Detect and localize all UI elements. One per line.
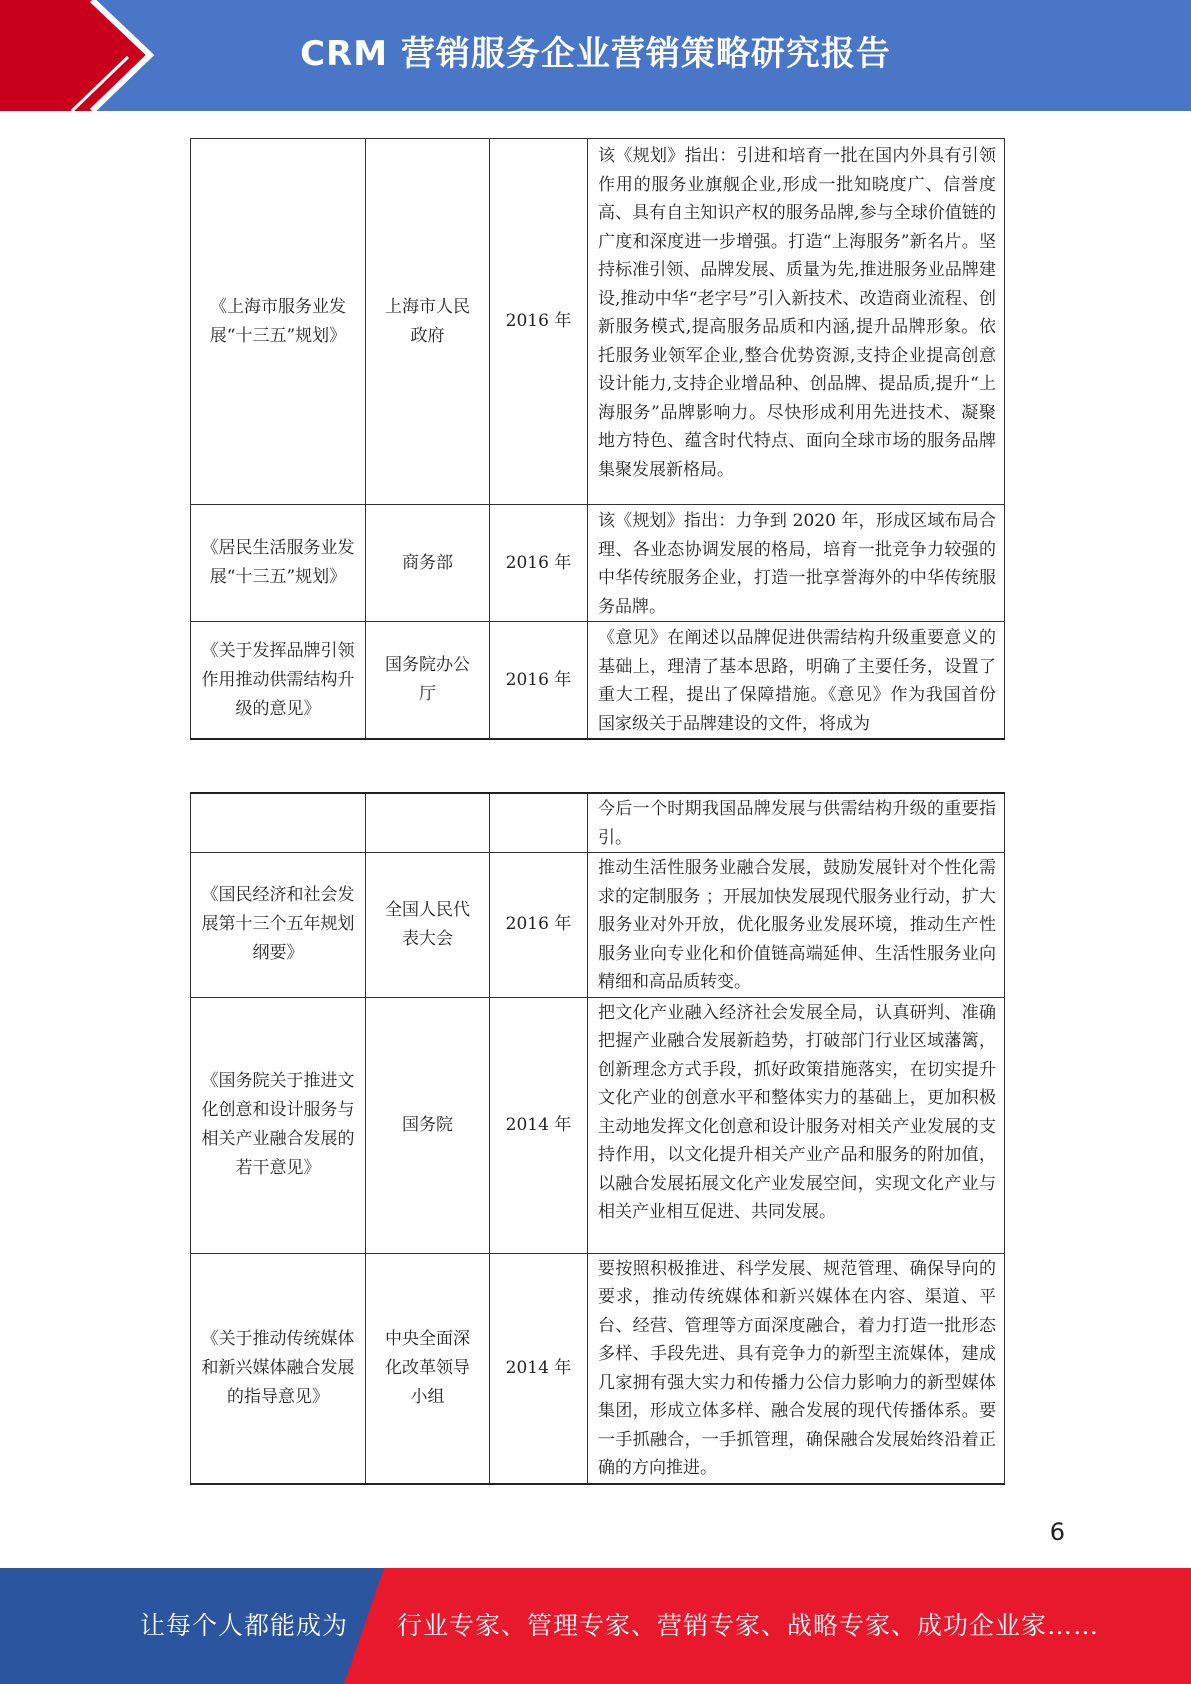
issuer-cell: 全国人民代表大会 — [366, 853, 490, 998]
header-chevron-red — [0, 0, 150, 111]
policy-table-part-1 — [190, 138, 1005, 740]
issuer-cell — [366, 793, 490, 853]
table-row — [191, 505, 1005, 622]
report-title: CRM 营销服务企业营销策略研究报告 — [300, 34, 891, 74]
policy-name-cell: 《国务院关于推进文化创意和设计服务与相关产业融合发展的若干意见》 — [191, 997, 366, 1253]
table-row — [191, 139, 1005, 505]
table-row — [191, 853, 1005, 998]
content-cell: 该《规划》指出：力争到 2020 年，形成区域布局合理、各业态协调发展的格局，培育一批竞争力较强的中华传统服务企业，打造一批享誉海外的中华传统服务品牌。 — [588, 505, 1005, 622]
issuer-cell: 商务部 — [366, 505, 490, 622]
content-cell: 今后一个时期我国品牌发展与供需结构升级的重要指引。 — [588, 793, 1005, 853]
issuer-cell: 国务院办公厅 — [366, 622, 490, 740]
content-cell: 推动生活性服务业融合发展，鼓励发展针对个性化需求的定制服务 ；开展加快发展现代服务业行动，扩大服务业对外开放，优化服务业发展环境，推动生产性服务业向专业化和价值链高端延伸、生活性服务业向精细和高品质转变。 — [588, 853, 1005, 998]
page-number: 6 — [1049, 1518, 1065, 1546]
table-row — [191, 1253, 1005, 1484]
year-cell: 2014 年 — [490, 997, 588, 1253]
year-cell: 2016 年 — [490, 853, 588, 998]
policy-name-cell — [191, 793, 366, 853]
issuer-cell: 国务院 — [366, 997, 490, 1253]
content-cell: 要按照积极推进、科学发展、规范管理、确保导向的要求，推动传统媒体和新兴媒体在内容、渠道、平台、经营、管理等方面深度融合，着力打造一批形态多样、手段先进、具有竞争力的新型主流媒体，建成几家拥有强大实力和传播力公信力影响力的新型媒体集团，形成立体多样、融合发展的现代传播体系。要一手抓融合，一手抓管理，确保融合发展始终沿着正确的方向推进。 — [588, 1253, 1005, 1484]
policy-name-cell: 《上海市服务业发展“十三五”规划》 — [191, 139, 366, 505]
table-row — [191, 997, 1005, 1253]
content-cell: 该《规划》指出：引进和培育一批在国内外具有引领作用的服务业旗舰企业,形成一批知晓度广、信誉度高、具有自主知识产权的服务品牌,参与全球价值链的广度和深度进一步增强。打造“上海服务”新名片。坚持标准引领、品牌发展、质量为先,推进服务业品牌建设,推动中华“老字号”引入新技术、改造商业流程、创新服务模式,提高服务品质和内涵,提升品牌形象。依托服务业领军企业,整合优势资源,支持企业提高创意设计能力,支持企业增品种、创品牌、提品质,提升“上海服务”品牌影响力。尽快形成利用先进技术、凝聚地方特色、蕴含时代特点、面向全球市场的服务品牌集聚发展新格局。 — [588, 139, 1005, 505]
content-cell: 把文化产业融入经济社会发展全局，认真研判、准确把握产业融合发展新趋势，打破部门行业区域藩篱，创新理念方式手段，抓好政策措施落实，在切实提升文化产业的创意水平和整体实力的基础上，更加积极主动地发挥文化创意和设计服务对相关产业发展的支持作用，以文化提升相关产业产品和服务的附加值，以融合发展拓展文化产业发展空间，实现文化产业与相关产业相互促进、共同发展。 — [588, 997, 1005, 1253]
year-cell: 2016 年 — [490, 505, 588, 622]
issuer-cell: 上海市人民政府 — [366, 139, 490, 505]
content-cell: 《意见》在阐述以品牌促进供需结构升级重要意义的基础上，理清了基本思路，明确了主要任务，设置了重大工程，提出了保障措施。《意见》作为我国首份国家级关于品牌建设的文件，将成为 — [588, 622, 1005, 740]
page-footer — [0, 1568, 1191, 1684]
year-cell — [490, 793, 588, 853]
issuer-cell: 中央全面深化改革领导小组 — [366, 1253, 490, 1484]
policy-name-cell: 《国民经济和社会发展第十三个五年规划纲要》 — [191, 853, 366, 998]
policy-name-cell: 《居民生活服务业发展“十三五”规划》 — [191, 505, 366, 622]
year-cell: 2014 年 — [490, 1253, 588, 1484]
footer-slogan-left: 让每个人都能成为 — [140, 1611, 349, 1640]
page-header — [0, 0, 1191, 111]
policy-name-cell: 《关于推动传统媒体和新兴媒体融合发展的指导意见》 — [191, 1253, 366, 1484]
policy-name-cell: 《关于发挥品牌引领作用推动供需结构升级的意见》 — [191, 622, 366, 740]
footer-slogan-right: 行业专家、管理专家、营销专家、战略专家、成功企业家…… — [397, 1611, 1100, 1640]
table-row — [191, 793, 1005, 853]
year-cell: 2016 年 — [490, 622, 588, 740]
table-row — [191, 622, 1005, 740]
policy-table-part-2 — [190, 792, 1005, 1485]
year-cell: 2016 年 — [490, 139, 588, 505]
